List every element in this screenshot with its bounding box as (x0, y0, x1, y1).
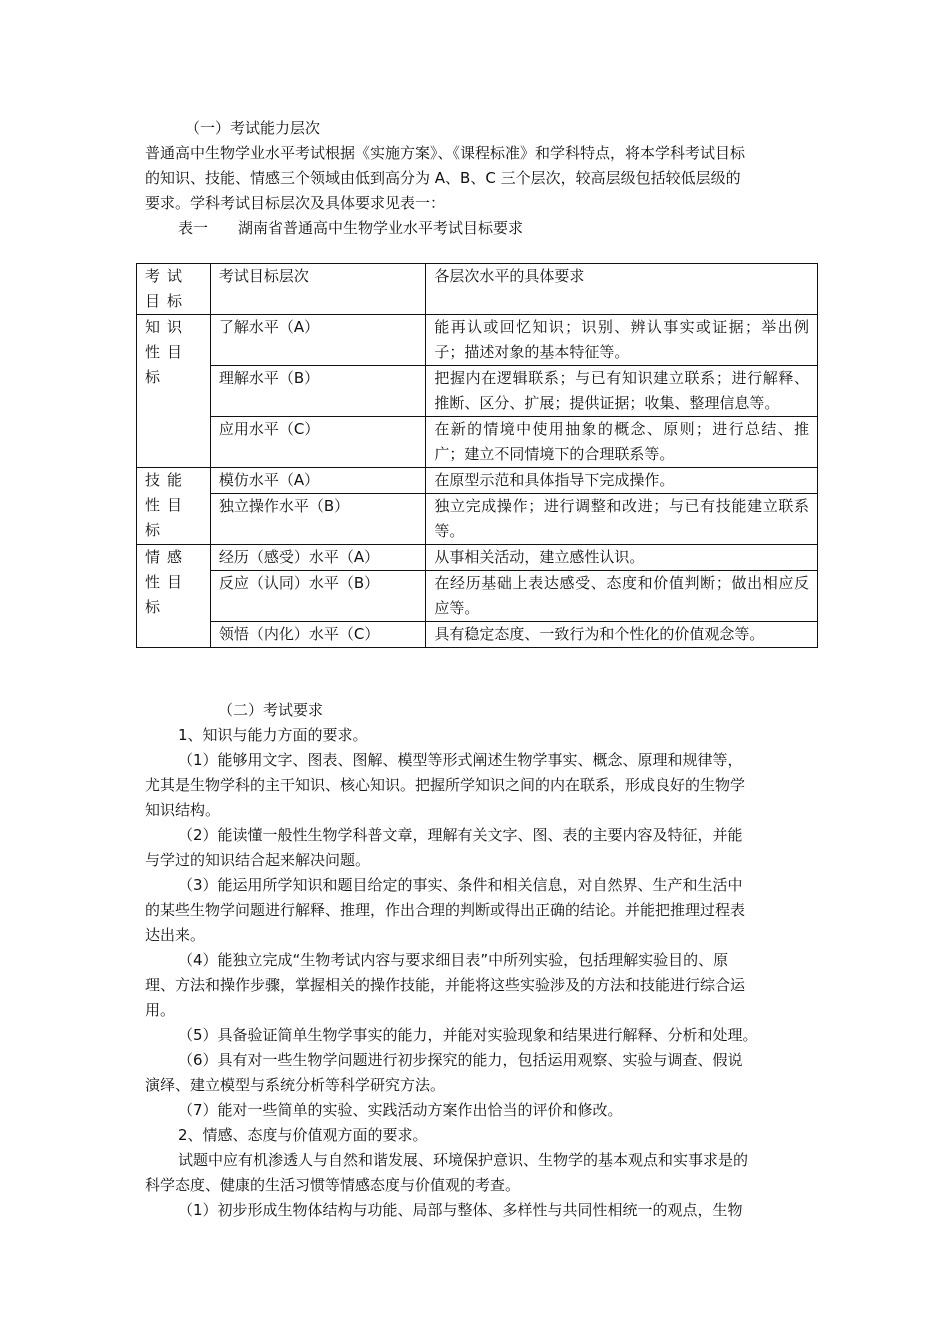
intro-line: 的知识、技能、情感三个领域由低到高分为 A、B、C 三个层次，较高层级包括较低层级的 (145, 169, 741, 187)
sub-heading: 1、知识与能力方面的要求。 (178, 726, 368, 744)
group-name: 技能性目标 (137, 468, 211, 545)
group-name: 知识性目标 (137, 315, 211, 468)
item-line: （1）能够用文字、图表、图解、模型等形式阐述生物学事实、概念、原理和规律等， (178, 751, 743, 769)
table-row (137, 545, 818, 571)
level-cell: 应用水平（C） (210, 417, 426, 468)
req-cell: 在新的情境中使用抽象的概念、原则；进行总结、推广；建立不同情境下的合理联系等。 (426, 417, 818, 468)
level-cell: 领悟（内化）水平（C） (210, 622, 426, 648)
req-cell: 把握内在逻辑联系；与已有知识建立联系；进行解释、推断、区分、扩展；提供证据；收集、整理信息等。 (426, 366, 818, 417)
req-cell: 在经历基础上表达感受、态度和价值判断；做出相应反应等。 (426, 571, 818, 622)
item-line: （5）具备验证简单生物学事实的能力，并能对实验现象和结果进行解释、分析和处理。 (178, 1026, 758, 1044)
table-row (137, 571, 818, 622)
intro-line: 普通高中生物学业水平考试根据《实施方案》、《课程标准》和学科特点，将本学科考试目标 (145, 144, 746, 162)
table-row (137, 315, 818, 366)
item-line: （4）能独立完成“生物考试内容与要求细目表”中所列实验，包括理解实验目的、原 (178, 951, 729, 969)
para-line: （1）初步形成生物体结构与功能、局部与整体、多样性与共同性相统一的观点，生物 (178, 1201, 743, 1219)
item-line: 用。 (145, 1001, 176, 1019)
item-line: （7）能对一些简单的实验、实践活动方案作出恰当的评价和修改。 (178, 1101, 623, 1119)
level-cell: 反应（认同）水平（B） (210, 571, 426, 622)
level-cell: 理解水平（B） (210, 366, 426, 417)
section2-heading: （二）考试要求 (218, 701, 324, 719)
header-cell: 考试目标 (137, 264, 211, 315)
table-row (137, 366, 818, 417)
req-cell: 独立完成操作；进行调整和改进；与已有技能建立联系等。 (426, 494, 818, 545)
level-cell: 了解水平（A） (210, 315, 426, 366)
para-line: 科学态度、健康的生活习惯等情感态度与价值观的考查。 (145, 1176, 521, 1194)
table-row (137, 494, 818, 545)
req-cell: 能再认或回忆知识；识别、辨认事实或证据；举出例子；描述对象的基本特征等。 (426, 315, 818, 366)
group-name: 情感性目标 (137, 545, 211, 648)
para-line: 试题中应有机渗透人与自然和谐发展、环境保护意识、生物学的基本观点和实事求是的 (178, 1151, 749, 1169)
item-line: 尤其是生物学科的主干知识、核心知识。把握所学知识之间的内在联系，形成良好的生物学 (145, 776, 746, 794)
level-cell: 经历（感受）水平（A） (210, 545, 426, 571)
req-cell: 具有稳定态度、一致行为和个性化的价值观念等。 (426, 622, 818, 648)
level-cell: 模仿水平（A） (210, 468, 426, 494)
item-line: （2）能读懂一般性生物学科普文章，理解有关文字、图、表的主要内容及特征，并能 (178, 826, 743, 844)
item-line: 的某些生物学问题进行解释、推理，作出合理的判断或得出正确的结论。并能把推理过程表 (145, 901, 746, 919)
item-line: 达出来。 (145, 926, 206, 944)
table-header-row (137, 264, 818, 315)
item-line: 理、方法和操作步骤，掌握相关的操作技能，并能将这些实验涉及的方法和技能进行综合运 (145, 976, 746, 994)
item-line: （6）具有对一些生物学问题进行初步探究的能力，包括运用观察、实验与调查、假说 (178, 1051, 743, 1069)
item-line: 与学过的知识结合起来解决问题。 (145, 851, 371, 869)
item-line: （3）能运用所学知识和题目给定的事实、条件和相关信息，对自然界、生产和生活中 (178, 876, 743, 894)
intro-line: 要求。学科考试目标层次及具体要求见表一： (145, 194, 446, 212)
item-line: 演绎、建立模型与系统分析等科学研究方法。 (145, 1076, 446, 1094)
section1-heading: （一）考试能力层次 (185, 119, 321, 137)
table-row (137, 417, 818, 468)
table-caption: 表一 湖南省普通高中生物学业水平考试目标要求 (178, 219, 524, 237)
goals-table (136, 263, 818, 648)
level-cell: 独立操作水平（B） (210, 494, 426, 545)
req-cell: 在原型示范和具体指导下完成操作。 (426, 468, 818, 494)
sub-heading: 2、情感、态度与价值观方面的要求。 (178, 1126, 428, 1144)
header-cell: 各层次水平的具体要求 (426, 264, 818, 315)
table-row (137, 622, 818, 648)
header-cell: 考试目标层次 (210, 264, 426, 315)
table-row (137, 468, 818, 494)
item-line: 知识结构。 (145, 801, 221, 819)
req-cell: 从事相关活动，建立感性认识。 (426, 545, 818, 571)
